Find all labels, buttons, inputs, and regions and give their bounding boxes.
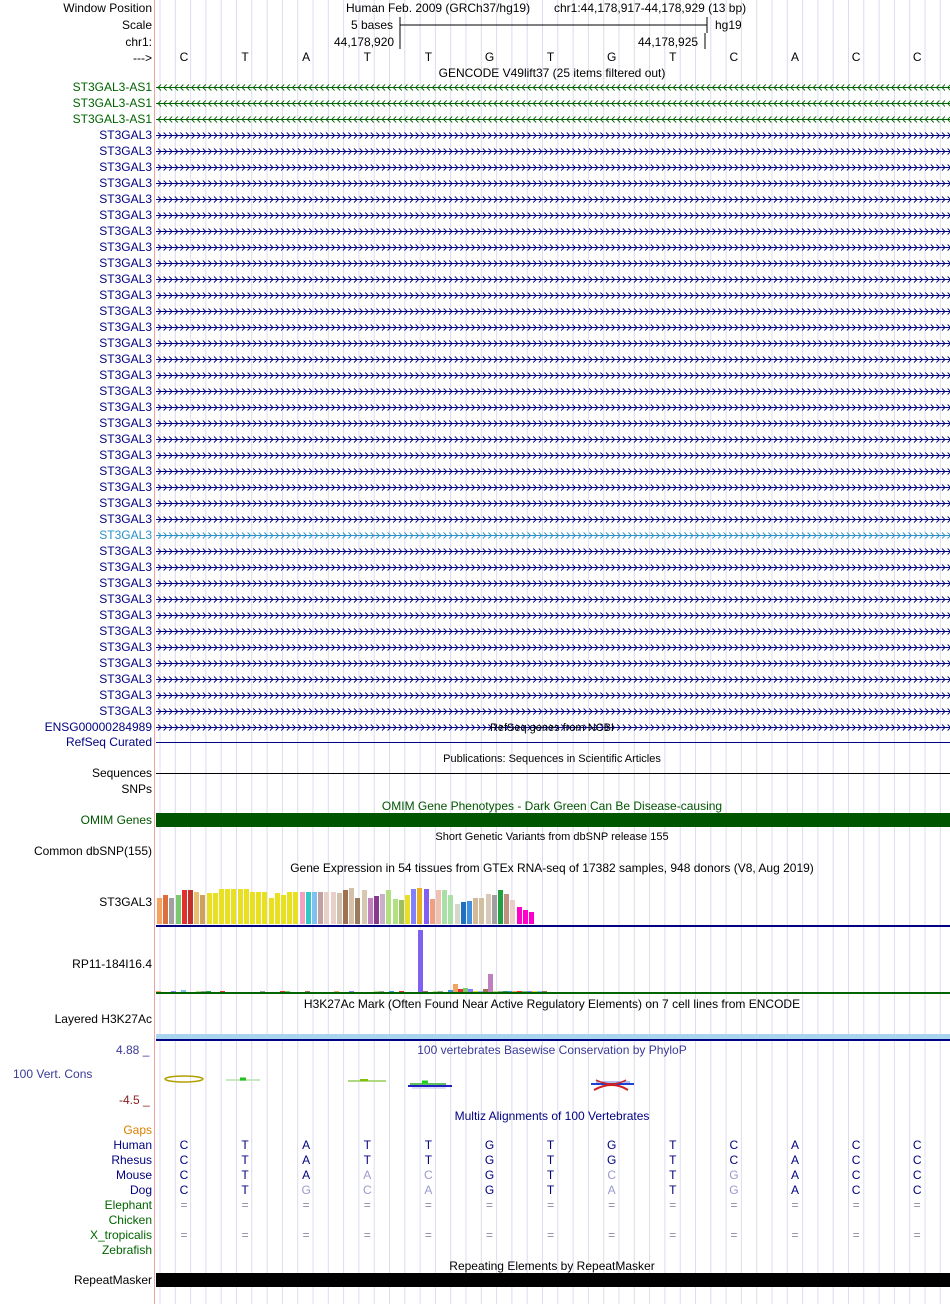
scale-label[interactable]: Scale [121,18,152,32]
gencode-item-label[interactable]: ST3GAL3 [99,496,152,510]
repeatmasker-label[interactable]: RepeatMasker [73,1273,152,1287]
omim-feature[interactable] [156,813,950,827]
gencode-item-feature[interactable] [156,512,950,526]
gtex-bar[interactable] [219,889,224,924]
multiz-base: C [851,1168,861,1182]
gencode-item-feature[interactable] [156,704,950,718]
gencode-item-feature[interactable] [156,336,950,350]
gtex-bar[interactable] [424,889,429,924]
gtex-bar[interactable] [343,890,348,924]
multiz-base: = [302,1228,310,1242]
gencode-item-label[interactable]: ST3GAL3 [99,448,152,462]
multiz-base: C [912,1168,922,1182]
gtex-bar[interactable] [231,889,236,924]
repeatmasker-track-title[interactable]: Repeating Elements by RepeatMasker [449,1259,655,1273]
multiz-base: C [912,1183,922,1197]
gtex-bar[interactable] [275,893,280,924]
gtex-bar[interactable] [380,894,385,924]
gtex-bar[interactable] [362,890,367,924]
gtex-bar[interactable] [331,892,336,924]
gtex-bar[interactable] [417,888,422,924]
coord-right-tick [704,33,707,49]
multiz-base: = [180,1228,188,1242]
gencode-item-label[interactable]: ST3GAL3 [99,592,152,606]
omim-track-title[interactable]: OMIM Gene Phenotypes - Dark Green Can Be Disease-causing [381,799,723,813]
gtex-bar[interactable] [312,892,317,924]
multiz-base: C [851,1153,861,1167]
gtex-bar[interactable] [300,892,305,924]
multiz-base: C [179,1168,189,1182]
assembly-name: Human Feb. 2009 (GRCh37/hg19) [346,1,531,15]
gencode-item-feature[interactable] [156,192,950,206]
gencode-item-feature[interactable] [156,656,950,670]
multiz-base: C [179,1153,189,1167]
multiz-base: T [546,1183,555,1197]
gtex-bar[interactable] [374,896,379,924]
gencode-item-label[interactable]: ST3GAL3 [99,160,152,174]
multiz-base: A [790,1153,799,1167]
gencode-item-label[interactable]: ST3GAL3 [99,176,152,190]
base-letter: A [302,50,311,64]
gencode-item-label[interactable]: ST3GAL3 [99,128,152,142]
gencode-item-feature[interactable] [156,576,950,590]
multiz-base: A [302,1168,311,1182]
multiz-base: = [608,1198,616,1212]
gencode-item-feature[interactable] [156,304,950,318]
multiz-gaps-label[interactable]: Gaps [123,1123,152,1137]
gtex-bar[interactable] [430,899,435,924]
base-letter: T [363,50,371,64]
multiz-base: = [424,1228,432,1242]
multiz-base: G [484,1168,495,1182]
multiz-base: G [484,1183,495,1197]
gencode-item-label[interactable]: ST3GAL3 [99,304,152,318]
gencode-item-label[interactable]: ST3GAL3 [99,656,152,670]
gencode-item-label[interactable]: ST3GAL3 [99,416,152,430]
multiz-base: T [669,1138,677,1152]
gencode-item-feature[interactable] [156,320,950,334]
multiz-base: = [791,1198,799,1212]
base-letter: T [669,50,677,64]
gencode-item-label[interactable]: ST3GAL3 [99,288,152,302]
multiz-base: T [669,1183,677,1197]
gtex-bar[interactable] [488,974,493,992]
gencode-item-label[interactable]: ST3GAL3 [99,528,152,542]
gencode-item-label[interactable]: ST3GAL3 [99,432,152,446]
multiz-base: A [790,1168,799,1182]
phylop-plot[interactable] [156,1066,950,1102]
base-letter: G [607,50,617,64]
multiz-base: A [424,1183,433,1197]
gtex-bar[interactable] [200,895,205,924]
gencode-item-label[interactable]: ST3GAL3 [99,480,152,494]
position-text: chr1:44,178,917-44,178,929 (13 bp) [554,1,747,15]
dbsnp-label[interactable]: Common dbSNP(155) [33,844,152,858]
gencode-item-feature[interactable] [156,528,950,542]
multiz-base: A [302,1153,311,1167]
multiz-base: G [484,1138,495,1152]
multiz-base: C [179,1138,189,1152]
multiz-base: G [729,1183,739,1197]
gtex-bar[interactable] [281,895,286,924]
multiz-base: = [302,1198,310,1212]
multiz-base: = [913,1228,921,1242]
phylop-mark-x-3 [594,1085,628,1090]
gencode-item-label[interactable]: ST3GAL3 [99,240,152,254]
gencode-item-feature[interactable] [156,640,950,654]
gtex-bar[interactable] [411,889,416,924]
gtex-bar[interactable] [399,900,404,924]
publications-feature[interactable] [156,773,950,774]
gtex-bar[interactable] [269,898,274,924]
gencode-item-feature[interactable] [156,608,950,622]
publications-track-title[interactable]: Publications: Sequences in Scientific Articles [443,753,661,765]
gtex-bar[interactable] [523,910,528,924]
gtex-bar[interactable] [486,894,491,924]
multiz-base: T [363,1138,371,1152]
base-letter: A [790,50,799,64]
gtex-bar[interactable] [176,895,181,924]
multiz-base: G [607,1138,617,1152]
multiz-base: A [607,1183,616,1197]
multiz-base: = [424,1198,432,1212]
multiz-base: T [241,1168,249,1182]
gencode-item-feature[interactable] [156,352,950,366]
multiz-base: T [546,1153,555,1167]
gtex-bar[interactable] [355,898,360,924]
refseq-feature[interactable] [156,742,950,743]
multiz-base: C [912,1138,922,1152]
gencode-item-label[interactable]: ST3GAL3 [99,560,152,574]
gtex-bar[interactable] [510,900,515,924]
multiz-base: = [730,1228,738,1242]
multiz-base: = [180,1198,188,1212]
gencode-item-label[interactable]: ST3GAL3 [99,336,152,350]
gtex-bar[interactable] [250,892,255,924]
window-position-label[interactable]: Window Position [63,1,152,15]
multiz-base: = [913,1198,921,1212]
gencode-item-feature[interactable] [156,592,950,606]
gtex-gene1-label[interactable]: ST3GAL3 [99,895,152,909]
multiz-base: A [302,1138,311,1152]
multiz-base: C [424,1168,433,1182]
refseq-label[interactable]: RefSeq Curated [65,735,152,749]
gtex-bar[interactable] [467,901,472,924]
multiz-base: T [424,1153,433,1167]
gencode-item-label[interactable]: ST3GAL3 [99,608,152,622]
multiz-base: = [608,1228,616,1242]
scale-bar-label: 5 bases [351,18,394,32]
multiz-base: C [362,1183,372,1197]
gencode-item-feature[interactable] [156,160,950,174]
gencode-item-feature[interactable] [156,176,950,190]
gencode-item-label[interactable]: ST3GAL3 [99,688,152,702]
multiz-track-title[interactable]: Multiz Alignments of 100 Vertebrates [454,1109,650,1123]
phylop-min: -4.5 _ [119,1093,150,1107]
gtex-bar[interactable] [238,889,243,924]
multiz-base: T [546,1138,555,1152]
gencode-item-label[interactable]: ST3GAL3 [99,272,152,286]
multiz-base: G [607,1153,617,1167]
omim-label[interactable]: OMIM Genes [80,813,152,827]
gtex-bar[interactable] [405,895,410,924]
gtex-bar[interactable] [504,894,509,924]
gencode-item-feature[interactable] [156,224,950,238]
gencode-item-feature[interactable] [156,672,950,686]
gtex-bar[interactable] [225,889,230,924]
phylop-mark-loop [165,1076,203,1082]
gencode-item-label[interactable]: ST3GAL3 [99,368,152,382]
gtex-bar[interactable] [368,898,373,924]
phylop-track-title[interactable]: 100 vertebrates Basewise Conservation by PhyloP [417,1043,687,1057]
gtex-bar[interactable] [182,890,187,924]
gencode-item-feature[interactable] [156,448,950,462]
gencode-item-feature[interactable] [156,496,950,510]
gencode-item-label[interactable]: ST3GAL3 [99,512,152,526]
h3k27ac-baseline [156,1039,950,1041]
multiz-base: C [729,1153,739,1167]
gencode-item-feature[interactable] [156,96,950,110]
multiz-base: = [241,1198,249,1212]
multiz-base: T [241,1138,249,1152]
multiz-base: T [241,1153,249,1167]
gencode-item-label[interactable]: ST3GAL3 [99,672,152,686]
multiz-base: G [301,1183,311,1197]
gencode-item-feature[interactable] [156,624,950,638]
multiz-base: A [790,1138,799,1152]
base-letter: T [546,50,555,64]
base-letter: C [729,50,739,64]
multiz-species-label[interactable]: Rhesus [111,1153,152,1167]
gtex-bar[interactable] [163,895,168,924]
gtex-bar[interactable] [418,930,423,992]
gencode-item-feature[interactable] [156,400,950,414]
gtex-track-title[interactable]: Gene Expression in 54 tissues from GTEx RNA-seq of 17382 samples, 948 donors (V8, Aug 2019) [290,861,814,875]
multiz-base: T [241,1183,249,1197]
gencode-item-feature[interactable] [156,544,950,558]
multiz-base: C [851,1183,861,1197]
multiz-base: = [791,1228,799,1242]
multiz-species-label[interactable]: Zebrafish [101,1243,152,1257]
multiz-base: C [729,1138,739,1152]
multiz-base: C [912,1153,922,1167]
multiz-base: A [790,1183,799,1197]
gencode-item-feature[interactable] [156,240,950,254]
multiz-base: C [851,1138,861,1152]
multiz-base: T [669,1168,677,1182]
gtex-bar[interactable] [188,890,193,924]
multiz-base: C [607,1168,617,1182]
gtex-gene1-baseline [156,925,950,927]
multiz-base: = [485,1198,493,1212]
multiz-base: = [730,1198,738,1212]
gtex-gene2-baseline [156,992,950,994]
gtex-bar[interactable] [529,912,534,924]
gencode-item-feature[interactable] [156,288,950,302]
gtex-bar[interactable] [194,892,199,924]
gencode-item-label[interactable]: ST3GAL3-AS1 [72,112,152,126]
gencode-item-feature[interactable] [156,144,950,158]
gencode-item-label[interactable]: ST3GAL3 [99,400,152,414]
gtex-bar[interactable] [455,904,460,924]
gencode-item-feature[interactable] [156,560,950,574]
gencode-item-feature[interactable] [156,112,950,126]
multiz-base: C [179,1183,189,1197]
multiz-base: G [729,1168,739,1182]
gencode-item-label[interactable]: ST3GAL3-AS1 [72,96,152,110]
multiz-base: = [485,1228,493,1242]
gencode-item-feature[interactable] [156,272,950,286]
gtex-bar[interactable] [213,893,218,924]
strand-toggle[interactable]: ---> [133,51,152,65]
base-letter: C [912,50,922,64]
gencode-item-feature[interactable] [156,432,950,446]
gtex-rp11-chart[interactable] [156,928,950,993]
gencode-item-feature[interactable] [156,384,950,398]
coord-left: 44,178,920 [334,35,395,49]
gencode-item-label[interactable]: ST3GAL3 [99,464,152,478]
multiz-species-label[interactable]: X_tropicalis [89,1228,152,1242]
gencode-item-label[interactable]: ST3GAL3-AS1 [72,80,152,94]
multiz-base: = [669,1228,677,1242]
gtex-bar[interactable] [287,892,292,924]
gencode-item-label[interactable]: ST3GAL3 [99,208,152,222]
gencode-track-title[interactable]: GENCODE V49lift37 (25 items filtered out) [438,66,666,80]
gencode-item-feature[interactable] [156,416,950,430]
gtex-bar[interactable] [157,898,162,924]
gtex-bar[interactable] [324,892,329,924]
multiz-base: G [484,1153,495,1167]
gencode-item-label[interactable]: ST3GAL3 [99,576,152,590]
gencode-item-feature[interactable] [156,256,950,270]
multiz-base: = [852,1198,860,1212]
gtex-bar[interactable] [207,893,212,924]
phylop-label[interactable]: 100 Vert. Cons [13,1067,93,1081]
gtex-bar[interactable] [349,888,354,924]
multiz-species-label[interactable]: Elephant [104,1198,152,1212]
gtex-bar[interactable] [517,907,522,924]
gencode-item-feature[interactable] [156,688,950,702]
base-letter: C [179,50,189,64]
multiz-base: T [546,1168,555,1182]
gencode-item-feature[interactable] [156,208,950,222]
gencode-item-label[interactable]: ST3GAL3 [99,544,152,558]
coord-right: 44,178,925 [638,35,699,49]
gencode-item-label[interactable]: ST3GAL3 [99,144,152,158]
gencode-item-label[interactable]: ST3GAL3 [99,704,152,718]
gencode-item-feature[interactable] [156,480,950,494]
gtex-bar[interactable] [492,895,497,924]
multiz-species-label[interactable]: Human [113,1138,152,1152]
gtex-bar[interactable] [386,890,391,924]
gtex-bar[interactable] [293,892,298,924]
gencode-item-label[interactable]: ST3GAL3 [99,256,152,270]
multiz-base: T [363,1153,371,1167]
multiz-base: A [363,1168,372,1182]
gencode-item-label[interactable]: ST3GAL3 [99,384,152,398]
multiz-base: = [363,1198,371,1212]
repeatmasker-feature[interactable] [156,1273,950,1287]
gencode-item-label[interactable]: ST3GAL3 [99,624,152,638]
db-name: hg19 [715,18,742,32]
gencode-item-label[interactable]: ST3GAL3 [99,320,152,334]
gtex-bar[interactable] [318,892,323,924]
publications-label[interactable]: Sequences [91,766,152,780]
gencode-item-feature[interactable] [156,368,950,382]
gencode-item-label[interactable]: ST3GAL3 [99,640,152,654]
multiz-base: = [547,1198,555,1212]
gtex-bar[interactable] [479,898,484,924]
gencode-item-feature[interactable] [156,464,950,478]
gtex-bar[interactable] [442,890,447,924]
multiz-base: T [669,1153,677,1167]
h3k27ac-track-title[interactable]: H3K27Ac Mark (Often Found Near Active Regulatory Elements) on 7 cell lines from ENCODE [303,997,801,1011]
dbsnp-track-title[interactable]: Short Genetic Variants from dbSNP release 155 [435,831,669,843]
base-letter: C [851,50,861,64]
chr-label[interactable]: chr1: [125,35,152,49]
gtex-bar[interactable] [448,895,453,924]
gencode-item-label[interactable]: ST3GAL3 [99,192,152,206]
gtex-bar[interactable] [461,902,466,924]
multiz-base: = [363,1228,371,1242]
base-letter: T [241,50,249,64]
multiz-base: = [241,1228,249,1242]
coord-left-tick [399,33,402,49]
multiz-base: T [424,1138,433,1152]
gtex-bar[interactable] [262,892,267,924]
gtex-bar[interactable] [436,890,441,924]
gtex-bar[interactable] [337,893,342,924]
base-letter: G [484,50,495,64]
gtex-bar[interactable] [498,890,503,924]
snps-label[interactable]: SNPs [121,782,152,796]
gtex-gene2-label[interactable]: RP11-184I16.4 [72,957,152,971]
gencode-item-feature[interactable] [156,128,950,142]
gencode-item-label[interactable]: ENSG00000284989 [44,720,152,734]
base-letter: T [424,50,433,64]
gencode-item-feature[interactable] [156,80,950,94]
refseq-track-title[interactable]: RefSeq genes from NCBI [489,722,615,734]
gtex-bar[interactable] [244,889,249,924]
gtex-bar[interactable] [256,892,261,924]
gtex-bar[interactable] [169,898,174,924]
multiz-species-label[interactable]: Mouse [115,1168,152,1182]
multiz-species-label[interactable]: Chicken [108,1213,152,1227]
gencode-item-label[interactable]: ST3GAL3 [99,352,152,366]
gtex-bar[interactable] [473,898,478,924]
phylop-max: 4.88 _ [116,1043,150,1057]
gtex-st3gal3-chart[interactable] [156,876,950,928]
h3k27ac-label[interactable]: Layered H3K27Ac [54,1012,152,1026]
scale-bar [398,15,710,35]
gtex-bar[interactable] [393,899,398,924]
gencode-item-label[interactable]: ST3GAL3 [99,224,152,238]
multiz-base: = [852,1228,860,1242]
multiz-base: = [547,1228,555,1242]
multiz-species-label[interactable]: Dog [129,1183,152,1197]
multiz-base: = [669,1198,677,1212]
gtex-bar[interactable] [306,892,311,924]
